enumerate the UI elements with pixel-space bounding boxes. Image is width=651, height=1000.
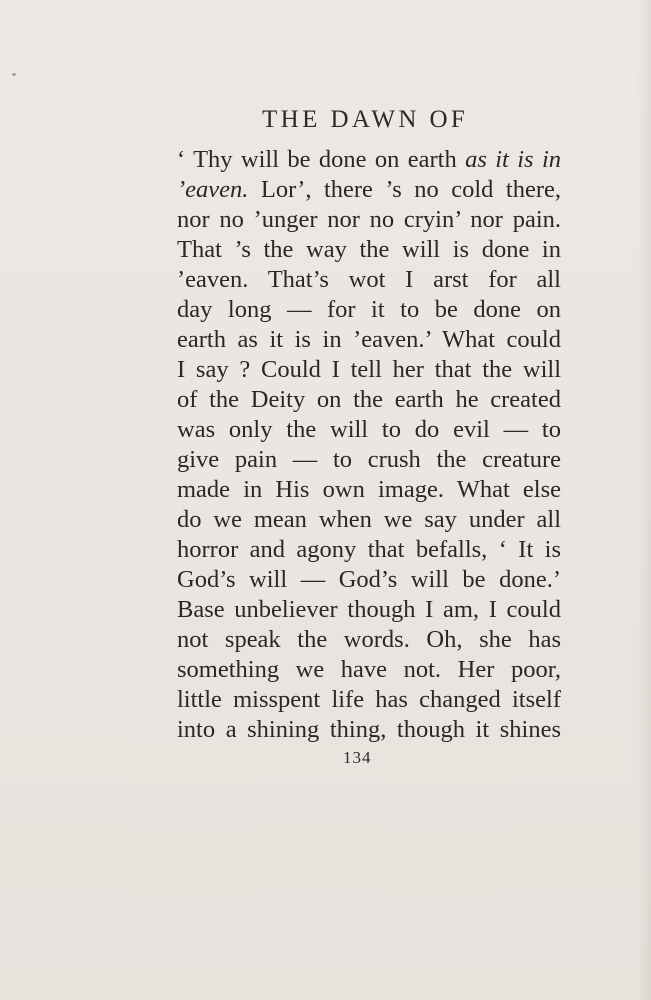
text-run: not speak the words. Oh, she has [177, 626, 561, 653]
text-run: day long — for it to be done on [177, 296, 561, 323]
text-run: ’eaven. That’s wot I arst for all [177, 266, 561, 293]
text-line [177, 261, 561, 291]
text-run: Lor’, there ’s no cold there, [248, 176, 561, 203]
text-line [177, 141, 561, 171]
text-line [177, 201, 561, 231]
text-run: I say ? Could I tell her that the will [177, 356, 561, 383]
text-run: Base unbeliever though I am, I could [177, 596, 561, 623]
text-line [177, 291, 561, 321]
italic-text-run: as it is in [465, 146, 561, 173]
page-number: 134 [343, 748, 372, 767]
text-line [177, 381, 561, 411]
text-line [177, 441, 561, 471]
paper-speck [12, 73, 16, 76]
text-run: of the Deity on the earth he created [177, 386, 561, 413]
text-line [177, 321, 561, 351]
running-head: THE DAWN OF [262, 106, 469, 133]
text-run: do we mean when we say under all [177, 506, 561, 533]
text-line [177, 711, 561, 741]
text-line [177, 411, 561, 441]
text-line [177, 561, 561, 591]
page-edge-shadow [637, 0, 651, 1000]
text-run: horror and agony that befalls, ‘ It is [177, 536, 561, 563]
body-text [177, 141, 561, 741]
text-line [177, 471, 561, 501]
text-line [177, 591, 561, 621]
text-line [177, 171, 561, 201]
text-line [177, 351, 561, 381]
text-run: That ’s the way the will is done in [177, 236, 561, 263]
text-run: give pain — to crush the creature [177, 446, 561, 473]
text-line [177, 681, 561, 711]
text-run: nor no ’unger nor no cryin’ nor pain. [177, 206, 561, 233]
text-line [177, 651, 561, 681]
text-run: was only the will to do evil — to [177, 416, 561, 443]
text-run: little misspent life has changed itself [177, 686, 561, 713]
text-run: into a shining thing, though it shines [177, 716, 561, 743]
text-run: earth as it is in ’eaven.’ What could [177, 326, 561, 353]
text-line [177, 621, 561, 651]
text-line [177, 531, 561, 561]
text-line [177, 501, 561, 531]
text-run: something we have not. Her poor, [177, 656, 561, 683]
text-run: ‘ Thy will be done on earth [177, 146, 466, 173]
text-run: God’s will — God’s will be done.’ [177, 566, 561, 593]
text-run: made in His own image. What else [177, 476, 561, 503]
text-line [177, 231, 561, 261]
italic-text-run: ’eaven. [177, 176, 249, 203]
